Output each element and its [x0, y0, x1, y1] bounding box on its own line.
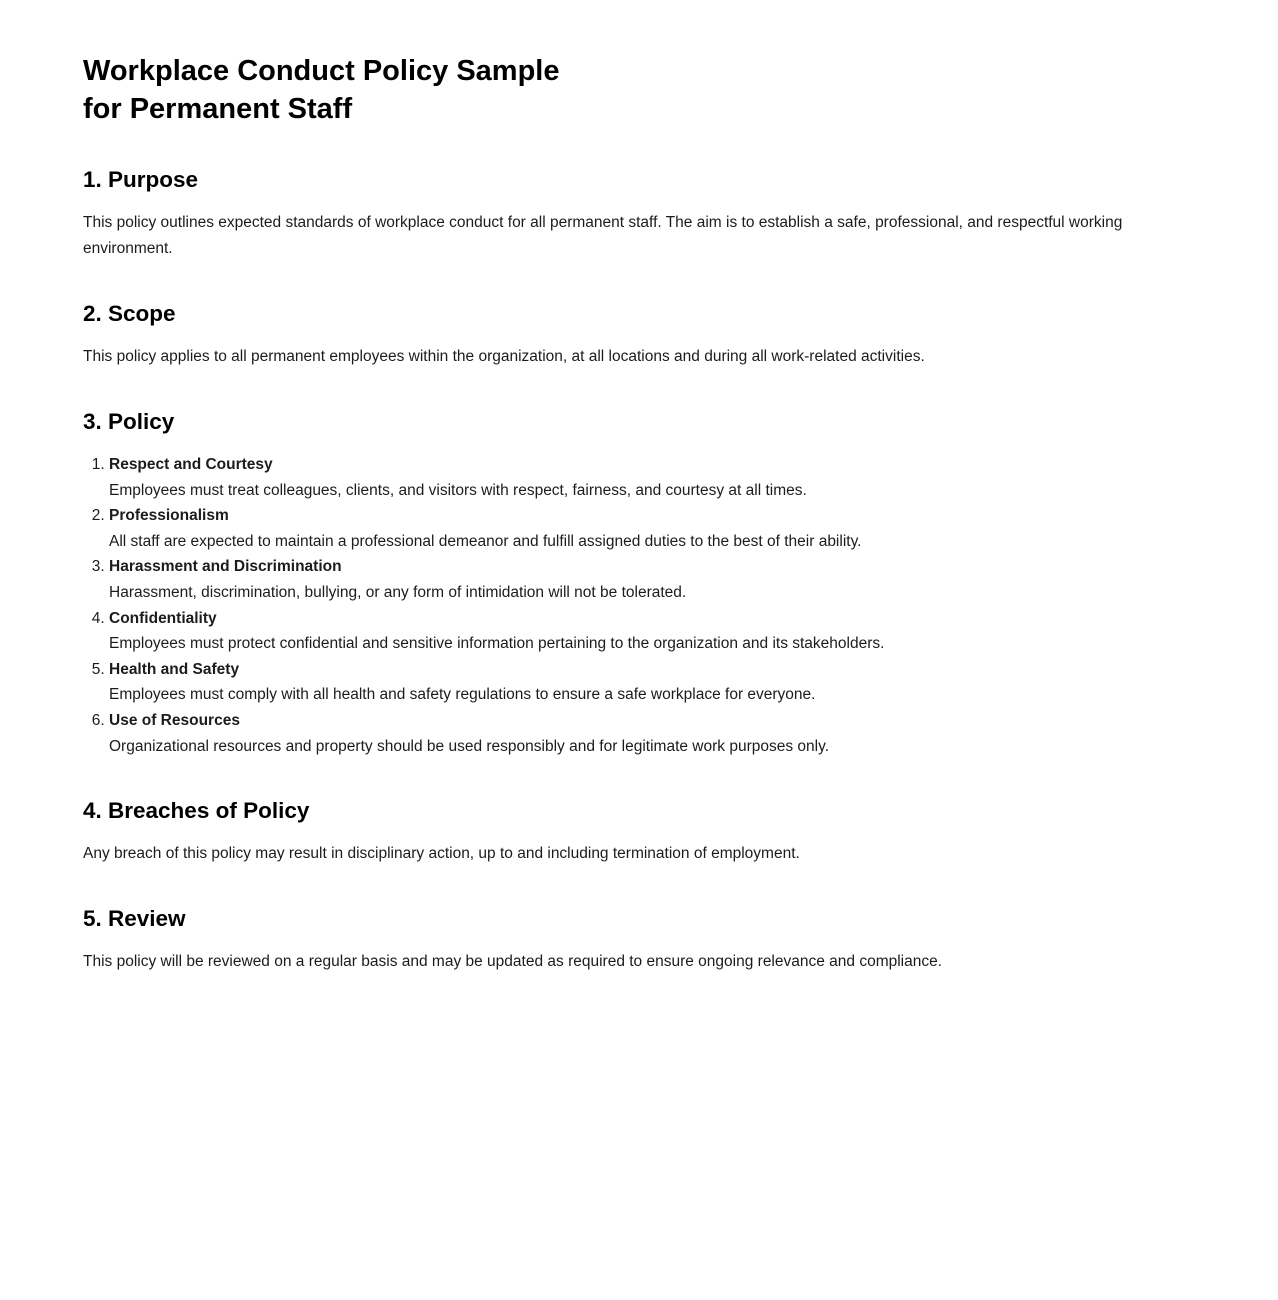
- list-item: [109, 606, 1149, 657]
- list-item: [109, 554, 1149, 605]
- list-item: [109, 657, 1149, 708]
- policy-item-term: Confidentiality: [109, 609, 217, 627]
- page-title-line-2: for Permanent Staff: [83, 93, 353, 125]
- policy-item-description: Organizational resources and property should be used responsibly and for legitimate work purposes only.: [109, 737, 830, 755]
- policy-item-term: Harassment and Discrimination: [109, 558, 342, 576]
- policy-item-term: Use of Resources: [109, 711, 240, 729]
- policy-item-term: Health and Safety: [109, 660, 240, 678]
- page-title-line-1: Workplace Conduct Policy Sample: [83, 55, 560, 87]
- policy-item-description: All staff are expected to maintain a professional demeanor and fulfill assigned duties to the best of their ability.: [109, 532, 862, 550]
- section-heading-breaches: 4. Breaches of Policy: [83, 798, 310, 824]
- policy-item-description: Employees must treat colleagues, clients, and visitors with respect, fairness, and courtesy at all times.: [109, 481, 807, 499]
- list-item: [109, 503, 1149, 554]
- policy-item-description: Employees must protect confidential and sensitive information pertaining to the organization and its stakeholders.: [109, 635, 885, 653]
- section-heading-purpose: 1. Purpose: [83, 167, 199, 192]
- paragraph-purpose: This policy outlines expected standards of workplace conduct for all permanent staff. The aim is to establish a safe, professional, and respectful working environment.: [83, 214, 1123, 257]
- page-title: [83, 52, 1160, 128]
- paragraph-review: This policy will be reviewed on a regular basis and may be updated as required to ensure ongoing relevance and compliance.: [83, 953, 943, 971]
- paragraph-scope: This policy applies to all permanent employees within the organization, at all locations and during all work-related activities.: [83, 348, 925, 365]
- policy-item-description: Employees must comply with all health and safety regulations to ensure a safe workplace for everyone.: [109, 686, 816, 704]
- policy-item-description: Harassment, discrimination, bullying, or any form of intimidation will not be tolerated.: [109, 583, 687, 601]
- paragraph-breaches: Any breach of this policy may result in disciplinary action, up to and including termination of employment.: [83, 845, 800, 863]
- policy-item-term: Respect and Courtesy: [109, 456, 273, 473]
- list-item: [109, 708, 1149, 759]
- section-heading-review: 5. Review: [83, 906, 186, 932]
- section-heading-policy: 3. Policy: [83, 409, 175, 434]
- policy-list: [83, 452, 1149, 759]
- policy-item-term: Professionalism: [109, 507, 229, 525]
- list-item: [109, 452, 1149, 503]
- section-heading-scope: 2. Scope: [83, 301, 176, 326]
